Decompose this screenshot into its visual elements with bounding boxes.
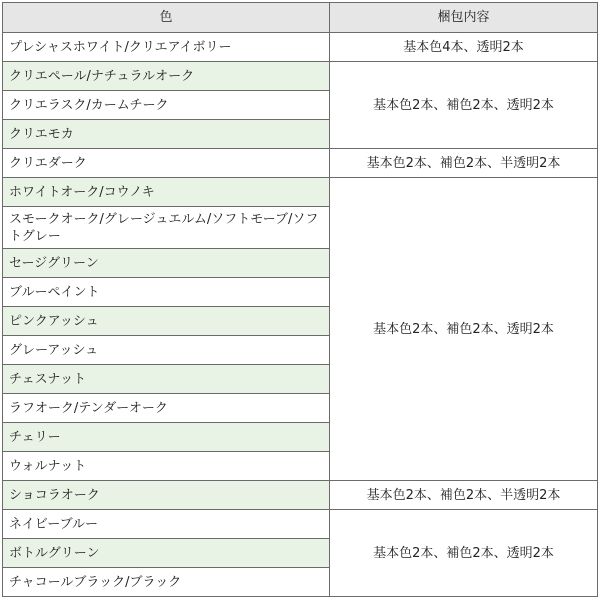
color-cell: ピンクアッシュ <box>3 307 330 336</box>
contents-cell: 基本色2本、補色2本、透明2本 <box>330 62 598 149</box>
packaging-table <box>2 2 598 597</box>
color-cell: ボトルグリーン <box>3 539 330 568</box>
table-row <box>3 481 598 510</box>
color-cell: ラフオーク/テンダーオーク <box>3 394 330 423</box>
contents-cell: 基本色2本、補色2本、透明2本 <box>330 510 598 597</box>
contents-cell: 基本色4本、透明2本 <box>330 33 598 62</box>
header-contents: 梱包内容 <box>330 3 598 33</box>
color-cell: クリエペール/ナチュラルオーク <box>3 62 330 91</box>
header-color: 色 <box>3 3 330 33</box>
color-cell: ネイビーブルー <box>3 510 330 539</box>
color-cell: ホワイトオーク/コウノキ <box>3 178 330 207</box>
table-row <box>3 62 598 91</box>
color-cell: セージグリーン <box>3 249 330 278</box>
color-cell: クリエダーク <box>3 149 330 178</box>
color-cell: ショコラオーク <box>3 481 330 510</box>
table-row <box>3 33 598 62</box>
color-cell: ウォルナット <box>3 452 330 481</box>
color-cell: スモークオーク/グレージュエルム/ソフトモーブ/ソフトグレー <box>3 207 330 249</box>
header-row <box>3 3 598 33</box>
color-cell: プレシャスホワイト/クリエアイボリー <box>3 33 330 62</box>
color-cell: グレーアッシュ <box>3 336 330 365</box>
table-row <box>3 149 598 178</box>
color-cell: チェスナット <box>3 365 330 394</box>
color-cell: クリエモカ <box>3 120 330 149</box>
color-cell: チェリー <box>3 423 330 452</box>
table-row <box>3 510 598 539</box>
contents-cell: 基本色2本、補色2本、半透明2本 <box>330 149 598 178</box>
table-row <box>3 178 598 207</box>
contents-cell: 基本色2本、補色2本、半透明2本 <box>330 481 598 510</box>
contents-cell: 基本色2本、補色2本、透明2本 <box>330 178 598 481</box>
color-cell: チャコールブラック/ブラック <box>3 568 330 597</box>
color-cell: クリエラスク/カームチーク <box>3 91 330 120</box>
color-cell: ブルーペイント <box>3 278 330 307</box>
